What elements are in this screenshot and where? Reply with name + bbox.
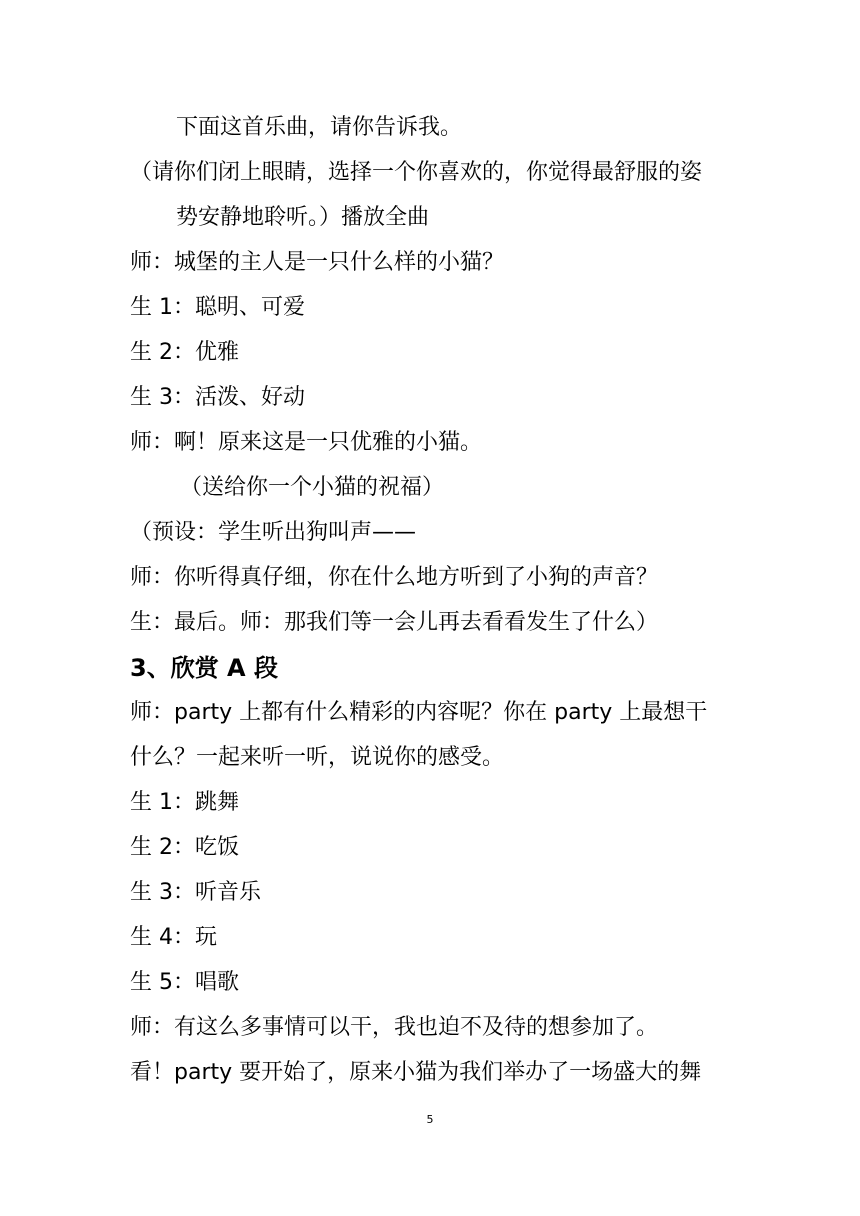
text-line: 生：最后。师：那我们等一会儿再去看看发生了什么）	[130, 610, 659, 635]
text-line: 师：有这么多事情可以干，我也迫不及待的想参加了。	[130, 1015, 659, 1040]
text-line: 下面这首乐曲，请你告诉我。	[176, 115, 463, 140]
text-line: （预设：学生听出狗叫声——	[130, 520, 417, 545]
text-line: （送给你一个小猫的祝福）	[180, 475, 445, 500]
text-line: 势安静地聆听。）播放全曲	[176, 205, 430, 230]
section-heading: 3、欣赏 A 段	[130, 654, 278, 682]
text-line: 生 4：玩	[130, 925, 217, 950]
text-line: 生 5：唱歌	[130, 970, 239, 995]
text-line: 生 2：吃饭	[130, 835, 239, 860]
text-line: 生 2：优雅	[130, 340, 239, 365]
text-line: 师：你听得真仔细，你在什么地方听到了小狗的声音？	[130, 565, 659, 590]
text-line: 师：啊！原来这是一只优雅的小猫。	[130, 430, 483, 455]
text-line: 生 3：活泼、好动	[130, 385, 305, 410]
text-line: （请你们闭上眼睛，选择一个你喜欢的，你觉得最舒服的姿	[130, 160, 703, 185]
text-line: 师：城堡的主人是一只什么样的小猫？	[130, 250, 505, 275]
text-line: 什么？一起来听一听，说说你的感受。	[130, 745, 505, 770]
text-line: 生 1：聪明、可爱	[130, 295, 305, 320]
page-number: 5	[426, 1113, 434, 1126]
text-line: 生 3：听音乐	[130, 880, 261, 905]
text-line: 师：party 上都有什么精彩的内容呢？你在 party 上最想干	[130, 700, 708, 725]
text-line: 看！party 要开始了，原来小猫为我们举办了一场盛大的舞	[130, 1060, 702, 1085]
text-line: 生 1：跳舞	[130, 790, 239, 815]
